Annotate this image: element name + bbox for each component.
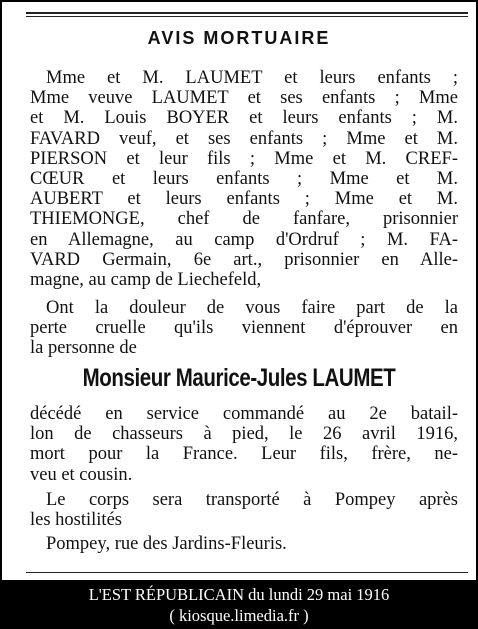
text-line: Ont la douleur de vous faire part de la	[46, 298, 458, 318]
top-rule	[26, 12, 468, 14]
newspaper-clipping	[2, 2, 476, 580]
address-paragraph	[30, 534, 458, 554]
text-line: décédé en service commandé au 2e batail-	[30, 404, 458, 424]
death-details-paragraph	[30, 404, 458, 485]
text-line: VARD Germain, 6e art., prisonnier en Alle-	[30, 249, 458, 270]
text-line: Pompey, rue des Jardins-Fleuris.	[46, 534, 287, 554]
text-line: et M. Louis BOYER et leurs enfants ; M.	[30, 108, 458, 129]
source-caption: L'EST RÉPUBLICAIN du lundi 29 mai 1916	[88, 585, 390, 604]
announcement-paragraph	[30, 298, 458, 359]
text-line: mort pour la France. Leur fils, frère, ne-	[30, 444, 458, 465]
text-line: Mme veuve LAUMET et ses enfants ; Mme	[30, 88, 458, 109]
text-line: CŒUR et leurs enfants ; Mme et M.	[30, 169, 458, 190]
transport-paragraph	[30, 490, 458, 530]
bottom-rule	[26, 572, 468, 573]
text-line: FAVARD veuf, et ses enfants ; Mme et M.	[30, 128, 458, 149]
text-line: AUBERT et leurs enfants ; Mme et M.	[30, 189, 458, 210]
text-line: Mme et M. LAUMET et leurs enfants ;	[46, 68, 458, 88]
top-rule-thin	[26, 16, 468, 17]
text-line: PIERSON et leur fils ; Mme et M. CREF-	[30, 148, 458, 169]
text-line: perte cruelle qu'ils viennent d'éprouver en	[30, 318, 458, 339]
text-line: magne, au camp de Liechefeld,	[30, 270, 262, 291]
deceased-name: Monsieur Maurice-Jules LAUMET	[82, 364, 396, 392]
text-line: THIEMONGE, chef de fanfare, prisonnier	[30, 209, 458, 230]
text-line: en Allemagne, au camp d'Ordruf ; M. FA-	[30, 229, 458, 250]
notice-title: AVIS MORTUAIRE	[147, 28, 331, 48]
text-line: veu et cousin.	[30, 464, 133, 485]
family-list-paragraph	[30, 68, 458, 290]
text-line: les hostilités	[30, 510, 122, 531]
text-line: la personne de	[30, 338, 137, 359]
text-line: lon de chasseurs à pied, le 26 avril 1916,	[30, 424, 458, 445]
text-line: Le corps sera transporté à Pompey après	[46, 490, 458, 510]
credit-link[interactable]: ( kiosque.limedia.fr )	[169, 606, 309, 625]
